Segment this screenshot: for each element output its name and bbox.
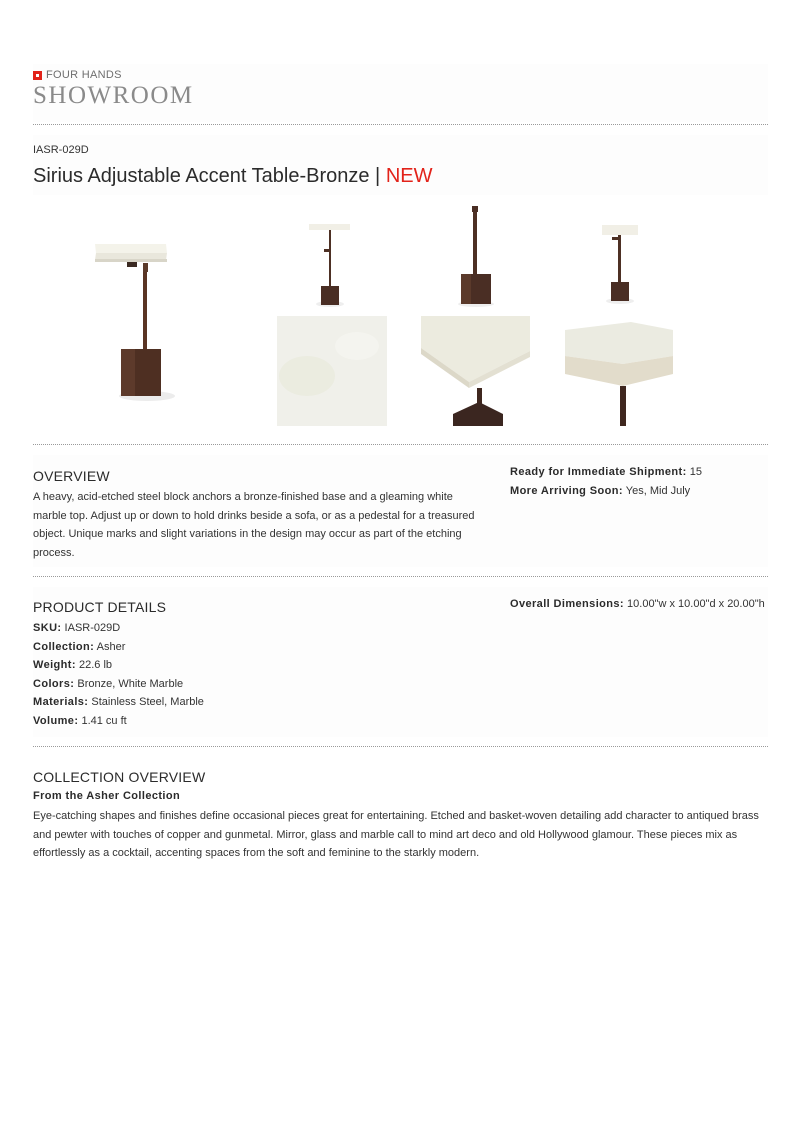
collection-heading: COLLECTION OVERVIEW (33, 769, 206, 785)
detail-value: Stainless Steel, Marble (88, 696, 204, 708)
stock-arriving-label: More Arriving Soon: (510, 485, 623, 497)
product-title (33, 165, 432, 188)
gallery-image-front-low[interactable] (277, 200, 387, 310)
product-title-text: Sirius Adjustable Accent Table-Bronze | (33, 165, 386, 187)
marble-corner-icon (421, 316, 531, 426)
detail-volume (33, 712, 204, 731)
gallery-image-base-extended[interactable] (421, 200, 531, 310)
brand-logo (33, 68, 194, 109)
brand-name: FOUR HANDS (46, 69, 122, 81)
table-front-low-icon (277, 200, 387, 310)
collection-text: Eye-catching shapes and finishes define occasional pieces great for entertaining. Etched and basket-woven detailing add character to antiqued brass and pewter with touches of copper and gunmetal. Mirror, glass and marble call to mind art deco and old Hollywood glamour. These pieces mix as effortlessly as a cocktail, accenting spaces from the soft and feminine to the starkly modern. (33, 810, 759, 859)
detail-weight (33, 656, 204, 675)
table-base-extended-icon (421, 200, 531, 310)
detail-value: Bronze, White Marble (74, 677, 184, 690)
gallery-image-front-raised[interactable] (565, 200, 675, 310)
collection-subheading: From the Asher Collection (33, 790, 181, 802)
detail-value: IASR-029D (61, 622, 121, 634)
showroom-wordmark: SHOWROOM (33, 82, 194, 109)
overview-heading: OVERVIEW (33, 468, 110, 484)
table-front-raised-icon (565, 200, 675, 310)
detail-colors (33, 675, 204, 694)
detail-collection (33, 638, 204, 657)
detail-value: 22.6 lb (75, 659, 113, 671)
new-badge: NEW (385, 165, 433, 187)
detail-label: Volume: (33, 714, 79, 727)
divider (33, 124, 768, 125)
detail-sku (33, 619, 204, 638)
overall-dimensions (510, 595, 765, 614)
detail-label: Colors: (33, 677, 75, 690)
marble-texture-icon (277, 316, 387, 426)
stock-ready-label: Ready for Immediate Shipment: (510, 466, 687, 478)
dimensions-value: 10.00"w x 10.00"d x 20.00"h (623, 598, 765, 610)
detail-label: Weight: (33, 659, 76, 671)
details-heading: PRODUCT DETAILS (33, 599, 167, 615)
divider (33, 746, 768, 747)
brand-square-icon (33, 71, 42, 80)
divider (33, 576, 768, 577)
stock-arriving (510, 482, 690, 501)
gallery-image-main[interactable] (33, 200, 261, 428)
detail-label: Collection: (33, 640, 95, 653)
stock-ready (510, 463, 702, 482)
detail-label: SKU: (33, 622, 62, 634)
stock-ready-value: 15 (686, 466, 702, 478)
gallery-image-top-edge-detail[interactable] (565, 316, 675, 426)
gallery-image-marble-detail[interactable] (277, 316, 387, 426)
image-gallery (33, 200, 768, 428)
marble-edge-icon (565, 316, 675, 426)
details-list (33, 619, 204, 730)
divider (33, 444, 768, 445)
overview-text: A heavy, acid-etched steel block anchors a bronze-finished base and a gleaming white marble top. Adjust up or down to hold drinks beside a sofa, or as a pedestal for a treasured object. Unique marks and slight variations in the design may occur as part of the etching process. (33, 491, 475, 559)
detail-materials (33, 693, 204, 712)
stock-arriving-value: Yes, Mid July (622, 485, 691, 497)
detail-value: 1.41 cu ft (78, 714, 127, 727)
detail-label: Materials: (33, 696, 89, 708)
dimensions-label: Overall Dimensions: (510, 598, 624, 610)
table-main-icon (33, 200, 261, 428)
gallery-image-top-corner-detail[interactable] (421, 316, 531, 426)
product-sku: IASR-029D (33, 144, 89, 156)
detail-value: Asher (94, 640, 126, 653)
